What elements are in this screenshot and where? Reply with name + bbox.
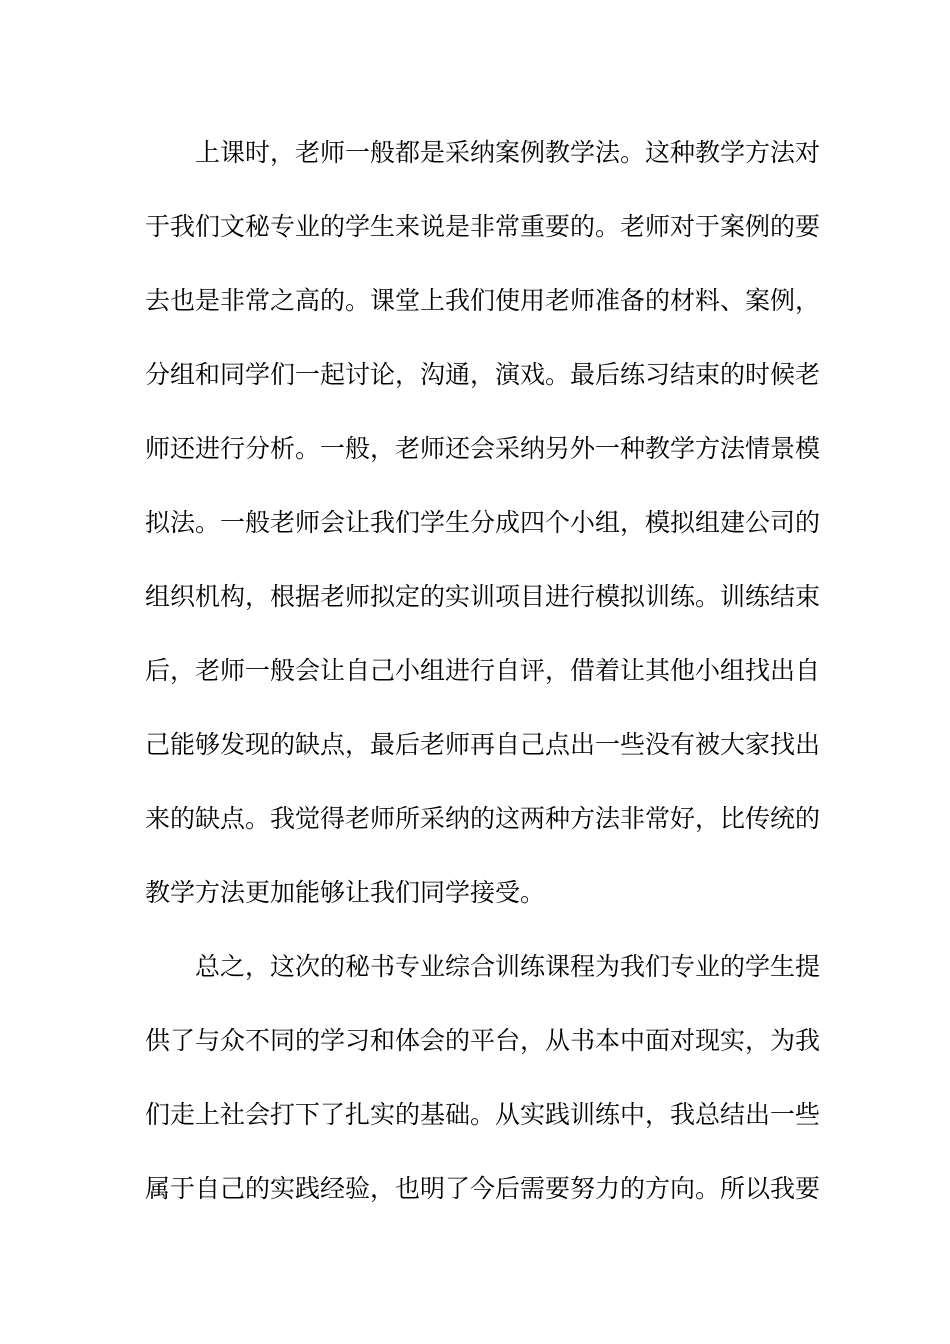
- paragraph-1-line-5: 师还进行分析。一般，老师还会采纳另外一种教学方法情景模: [145, 434, 821, 463]
- paragraph-1-line-10: 来的缺点。我觉得老师所采纳的这两种方法非常好，比传统的: [145, 804, 821, 833]
- paragraph-1-line-7: 组织机构，根据老师拟定的实训项目进行模拟训练。训练结束: [145, 582, 821, 611]
- paragraph-1-line-3: 去也是非常之高的。课堂上我们使用老师准备的材料、案例，: [145, 286, 821, 315]
- paragraph-1-line-9: 己能够发现的缺点，最后老师再自己点出一些没有被大家找出: [145, 730, 821, 759]
- paragraph-1-line-4: 分组和同学们一起讨论，沟通，演戏。最后练习结束的时候老: [145, 360, 821, 389]
- paragraph-2-line-3: 们走上社会打下了扎实的基础。从实践训练中，我总结出一些: [145, 1100, 821, 1129]
- paragraph-1-line-1: 上课时，老师一般都是采纳案例教学法。这种教学方法对: [195, 138, 821, 167]
- paragraph-1-line-8: 后，老师一般会让自己小组进行自评，借着让其他小组找出自: [145, 656, 821, 685]
- paragraph-1-line-6: 拟法。一般老师会让我们学生分成四个小组，模拟组建公司的: [145, 508, 821, 537]
- paragraph-2-line-1: 总之，这次的秘书专业综合训练课程为我们专业的学生提: [195, 952, 821, 981]
- paragraph-2-line-2: 供了与众不同的学习和体会的平台，从书本中面对现实，为我: [145, 1026, 821, 1055]
- paragraph-1-line-11: 教学方法更加能够让我们同学接受。: [145, 878, 546, 907]
- paragraph-1-line-2: 于我们文秘专业的学生来说是非常重要的。老师对于案例的要: [145, 212, 821, 241]
- paragraph-2-line-4: 属于自己的实践经验，也明了今后需要努力的方向。所以我要: [145, 1174, 821, 1203]
